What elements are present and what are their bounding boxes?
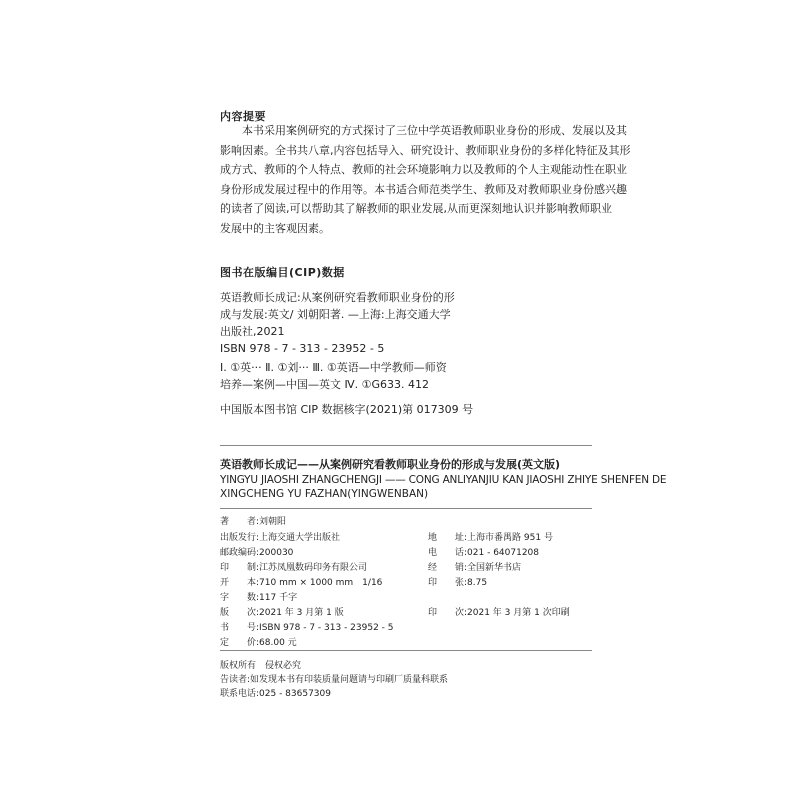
imprint-item-price [220,635,297,648]
imprint-label: 印 制: [220,563,260,573]
imprint-item-author [220,514,286,527]
imprint-value: 8.75 [467,578,488,588]
imprint-label: 印 次: [428,608,468,618]
imprint-value: 上海市番禺路 951 号 [467,533,553,543]
summary-line: 成方式、教师的个人特点、教师的社会环境影响力以及教师的个人主观能动性在职业 [220,163,627,176]
imprint-label: 版 次: [220,608,260,618]
imprint-value: 江苏凤凰数码印务有限公司 [259,563,368,573]
summary-line: 发展中的主客观因素。 [220,221,330,235]
imprint-label: 地 址: [428,533,468,543]
imprint-label: 著 者: [220,517,260,527]
imprint-item-printing [428,605,570,618]
imprint-label: 经 销: [428,563,468,573]
imprint-item-sheets [428,575,487,588]
book-title-pinyin: XINGCHENG YU FAZHAN(YINGWENBAN) [220,488,429,500]
cip-class-line: Ⅰ. ①英··· Ⅱ. ①刘··· Ⅲ. ①英语—中学教师—师资 [220,361,447,374]
summary-line: 影响因素。全书共八章,内容包括导入、研究设计、教师职业身份的多样化特征及其形 [220,143,631,157]
imprint-item-format [220,575,382,588]
imprint-item-address [428,530,553,543]
book-title-pinyin: YINGYU JIAOSHI ZHANGCHENGJI —— CONG ANLIYANJIU KAN JIAOSHI ZHIYE SHENFEN DE [220,474,667,486]
summary-line: 本书采用案例研究的方式探讨了三位中学英语教师职业身份的形成、发展以及其 [242,124,627,137]
imprint-value: 2021 年 3 月第 1 次印刷 [467,608,570,618]
contact-phone: 联系电话:025 - 83657309 [220,689,331,699]
imprint-item-edition [220,605,344,618]
copyright-notice: 版权所有 侵权必究 [220,661,302,671]
imprint-item-isbn [220,620,394,633]
imprint-value: 68.00 元 [259,638,297,648]
cip-line: 出版社,2021 [220,325,285,338]
imprint-value: ISBN 978 - 7 - 313 - 23952 - 5 [259,623,394,633]
imprint-item-publisher [220,530,340,543]
imprint-value: 117 千字 [259,593,298,603]
cip-line: 成与发展:英文/ 刘朝阳著. —上海:上海交通大学 [220,308,451,321]
summary-heading: 内容提要 [220,110,266,123]
summary-line: 的读者了阅读,可以帮助其了解教师的职业发展,从而更深刻地认识并影响教师职业 [220,202,612,215]
imprint-value: 上海交通大学出版社 [259,533,341,543]
imprint-value: 021 - 64071208 [467,548,540,558]
imprint-item-wordcount [220,590,297,603]
imprint-label: 字 数: [220,593,260,603]
imprint-value: 2021 年 3 月第 1 版 [259,608,344,618]
imprint-value: 710 mm × 1000 mm 1/16 [259,578,383,588]
imprint-item-printer [220,560,367,573]
imprint-label: 印 张: [428,578,468,588]
divider [220,445,592,446]
imprint-label: 定 价: [220,638,260,648]
cip-heading: 图书在版编目(CIP)数据 [220,266,345,279]
imprint-item-distributor [428,560,521,573]
summary-line: 身份形成发展过程中的作用等。本书适合师范类学生、教师及对教师职业身份感兴趣 [220,182,627,196]
divider [220,508,592,509]
cip-isbn: ISBN 978 - 7 - 313 - 23952 - 5 [220,342,385,355]
book-title: 英语教师长成记——从案例研究看教师职业身份的形成与发展(英文版) [220,458,561,471]
imprint-value: 全国新华书店 [467,563,522,573]
imprint-label: 出版发行: [220,533,260,543]
imprint-label: 书 号: [220,623,260,633]
cip-core-line: 中国版本图书馆 CIP 数据核字(2021)第 017309 号 [220,403,474,416]
imprint-label: 邮政编码: [220,548,260,558]
imprint-item-postcode [220,545,293,558]
imprint-label: 开 本: [220,578,260,588]
imprint-item-phone [428,545,539,558]
divider [220,650,592,651]
imprint-value: 刘朝阳 [259,517,287,527]
cip-class-line: 培养—案例—中国—英文 Ⅳ. ①G633. 412 [220,378,430,391]
cip-line: 英语教师长成记:从案例研究看教师职业身份的形 [220,291,455,304]
imprint-label: 电 话: [428,548,468,558]
reader-notice: 告读者:如发现本书有印装质量问题请与印刷厂质量科联系 [220,675,449,685]
imprint-value: 200030 [259,548,294,558]
